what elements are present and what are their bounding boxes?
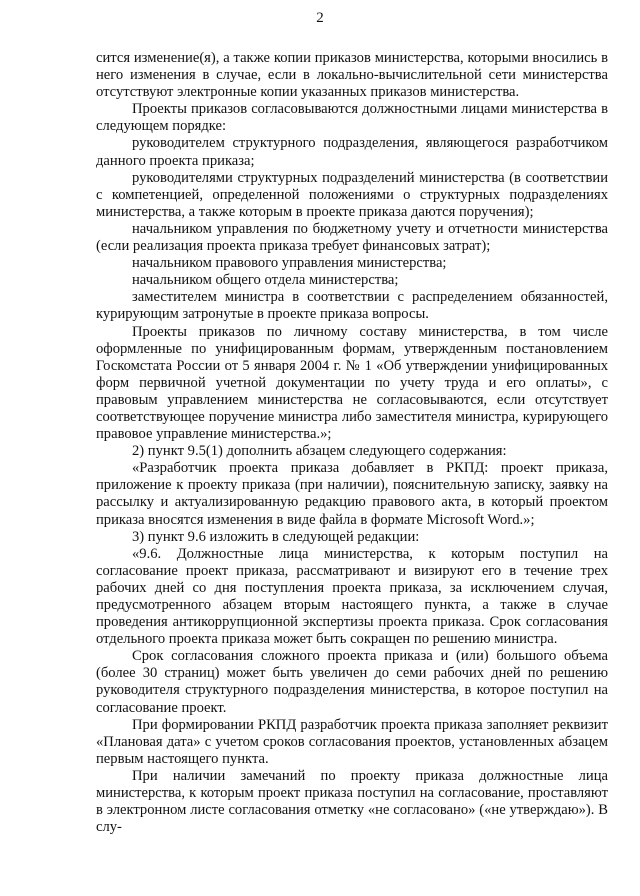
paragraph: «9.6. Должностные лица министерства, к которым поступил на согласование проект приказа, рассматривают и визируют его в течение трех рабочих дней со дня поступления проекта приказа, за исключением случая, предусмотренного абзацем вторым настоящего пункта, а также в случае проведения антикоррупционной экспертизы проекта приказа. Срок согласования отдельного проекта приказа может быть сокращен по решению министра. [96,545,608,648]
paragraph: начальником правового управления министерства; [132,255,447,272]
paragraph: 3) пункт 9.6 изложить в следующей редакции: [132,528,420,545]
paragraph: начальником управления по бюджетному учету и отчетности министерства (если реализация проекта приказа требует финансовых затрат); [96,220,608,255]
paragraph: начальником общего отдела министерства; [132,272,399,289]
paragraph: При формировании РКПД разработчик проекта приказа заполняет реквизит «Плановая дата» с учетом сроков согласования проектов, установленных абзацем первым настоящего пункта. [96,716,608,767]
paragraph: сится изменение(я), а также копии приказов министерства, которыми вносились в него изменения в случае, если в локально-вычислительной сети министерства отсутствуют электронные копии указанных приказов министерства. [96,50,608,101]
paragraph: заместителем министра в соответствии с распределением обязанностей, курирующим затронутые в проекте приказа вопросы. [96,289,608,323]
paragraph: руководителями структурных подразделений министерства (в соответствии с компетенцией, определенной положениями о структурных подразделениях министерства, а также которым в проекте приказа даются поручения); [96,169,608,220]
page-number: 2 [316,10,324,26]
document-body [96,50,608,836]
paragraph: Срок согласования сложного проекта приказа и (или) большого объема (более 30 страниц) может быть увеличен до семи рабочих дней по решению руководителя структурного подразделения министерства, в которое поступил на согласование проект. [96,648,608,716]
paragraph: При наличии замечаний по проекту приказа должностные лица министерства, к которым проект приказа поступил на согласование, проставляют в электронном листе согласования отметку «не согласовано» («не утверждаю»). В слу- [96,767,608,836]
paragraph: Проекты приказов по личному составу министерства, в том числе оформленные по унифицированным формам, утвержденным постановлением Госкомстата России от 5 января 2004 г. № 1 «Об утверждении унифицированных форм первичной учетной документации по учету труда и его оплаты», с правовым управлением министерства не согласовываются, если отсутствует соответствующее поручение министра либо заместителя министра, курирующего правовое управление министерства.»; [96,323,608,443]
paragraph: руководителем структурного подразделения, являющегося разработчиком данного проекта приказа; [96,135,608,169]
paragraph: 2) пункт 9.5(1) дополнить абзацем следующего содержания: [132,443,507,460]
paragraph: «Разработчик проекта приказа добавляет в РКПД: проект приказа, приложение к проекту приказа (при наличии), пояснительную записку, заявку на рассылку и актуализированную редакцию правового акта, в который проектом приказа вносятся изменения в виде файла в формате Microsoft Word.»; [96,460,608,528]
paragraph: Проекты приказов согласовываются должностными лицами министерства в следующем порядке: [96,101,608,135]
